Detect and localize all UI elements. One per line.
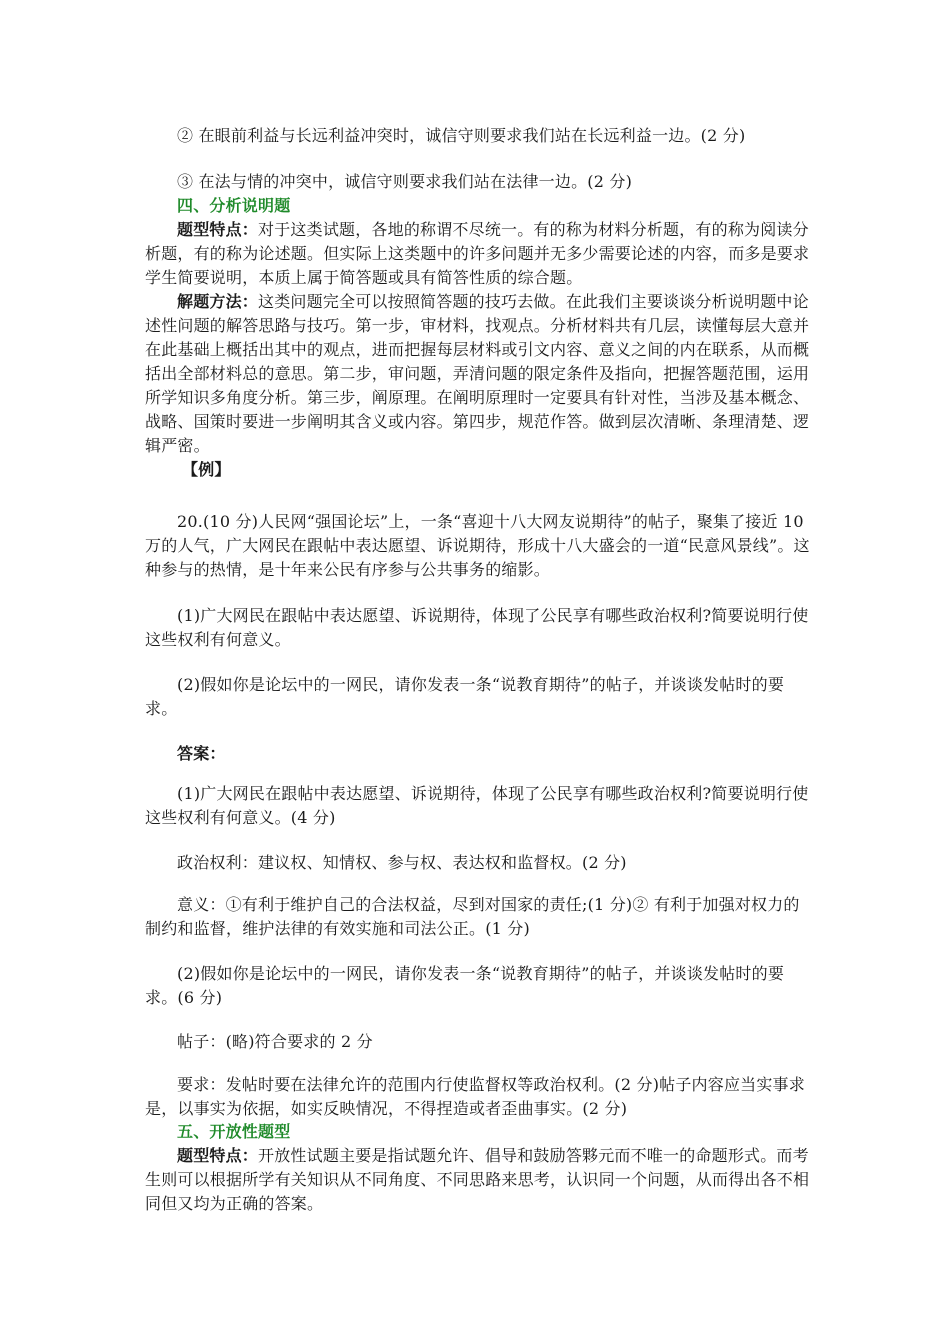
- paragraph-type-features: [145, 218, 810, 290]
- paragraph-point-2: ② 在眼前利益与长远利益冲突时，诚信守则要求我们站在长远利益一边。(2 分): [177, 126, 746, 145]
- answer-part-2-question: (2)假如你是论坛中的一网民，请你发表一条“说教育期待”的帖子，并谈谈发帖时的要求。(6 分): [145, 964, 785, 1007]
- answer-post: 帖子：(略)符合要求的 2 分: [177, 1032, 373, 1051]
- answer-label: 答案：: [177, 744, 226, 763]
- paragraph-open-type-features: [145, 1144, 810, 1216]
- question-part-1: (1)广大网民在跟帖中表达愿望、诉说期待，体现了公民享有哪些政治权利?简要说明行使这些权利有何意义。: [145, 606, 809, 649]
- section-heading-4: 四、分析说明题: [177, 196, 291, 215]
- question-part-2: (2)假如你是论坛中的一网民，请你发表一条“说教育期待”的帖子，并谈谈发帖时的要求。: [145, 675, 785, 718]
- feature2-label: 题型特点：: [177, 1146, 259, 1165]
- answer-part-1-question: (1)广大网民在跟帖中表达愿望、诉说期待，体现了公民享有哪些政治权利?简要说明行使这些权利有何意义。(4 分): [145, 784, 809, 827]
- feature-text: 对于这类试题，各地的称谓不尽统一。有的称为材料分析题，有的称为阅读分析题，有的称为论述题。但实际上这类题中的许多问题并无多少需要论述的内容，而多是要求学生简要说明，本质上属于简答题或具有简答性质的综合题。: [145, 220, 810, 287]
- paragraph-solving-method: [145, 290, 810, 458]
- feature-label: 题型特点：: [177, 220, 259, 239]
- example-label: 【例】: [182, 460, 231, 479]
- method-label: 解题方法：: [177, 292, 259, 311]
- answer-political-rights: 政治权利：建议权、知情权、参与权、表达权和监督权。(2 分): [177, 853, 627, 872]
- paragraph-point-3: ③ 在法与情的冲突中，诚信守则要求我们站在法律一边。(2 分): [177, 172, 633, 191]
- question-20: 20.(10 分)人民网“强国论坛”上，一条“喜迎十八大网友说期待”的帖子，聚集了接近 10 万的人气，广大网民在跟帖中表达愿望、诉说期待，形成十八大盛会的一道“民意风景线”。这种参与的热情，是十年来公民有序参与公共事务的缩影。: [145, 512, 810, 579]
- answer-significance: 意义：①有利于维护自己的合法权益，尽到对国家的责任;(1 分)② 有利于加强对权力的制约和监督，维护法律的有效实施和司法公正。(1 分): [145, 895, 800, 938]
- answer-requirements: 要求：发帖时要在法律允许的范围内行使监督权等政治权利。(2 分)帖子内容应当实事求是，以事实为依据，如实反映情况，不得捏造或者歪曲事实。(2 分): [145, 1075, 805, 1118]
- method-text: 这类问题完全可以按照简答题的技巧去做。在此我们主要谈谈分析说明题中论述性问题的解答思路与技巧。第一步，审材料，找观点。分析材料共有几层，读懂每层大意并在此基础上概括出其中的观点，进而把握每层材料或引文内容、意义之间的内在联系，从而概括出全部材料总的意思。第二步，审问题，弄清问题的限定条件及指向，把握答题范围，运用所学知识多角度分析。第三步，阐原理。在阐明原理时一定要具有针对性，当涉及基本概念、战略、国策时要进一步阐明其含义或内容。第四步，规范作答。做到层次清晰、条理清楚、逻辑严密。: [145, 292, 810, 455]
- section-heading-5: 五、开放性题型: [177, 1122, 291, 1141]
- feature2-text: 开放性试题主要是指试题允许、倡导和鼓励答夥元而不唯一的命题形式。而考生则可以根据所学有关知识从不同角度、不同思路来思考，认识同一个问题，从而得出各不相同但又均为正确的答案。: [145, 1146, 810, 1213]
